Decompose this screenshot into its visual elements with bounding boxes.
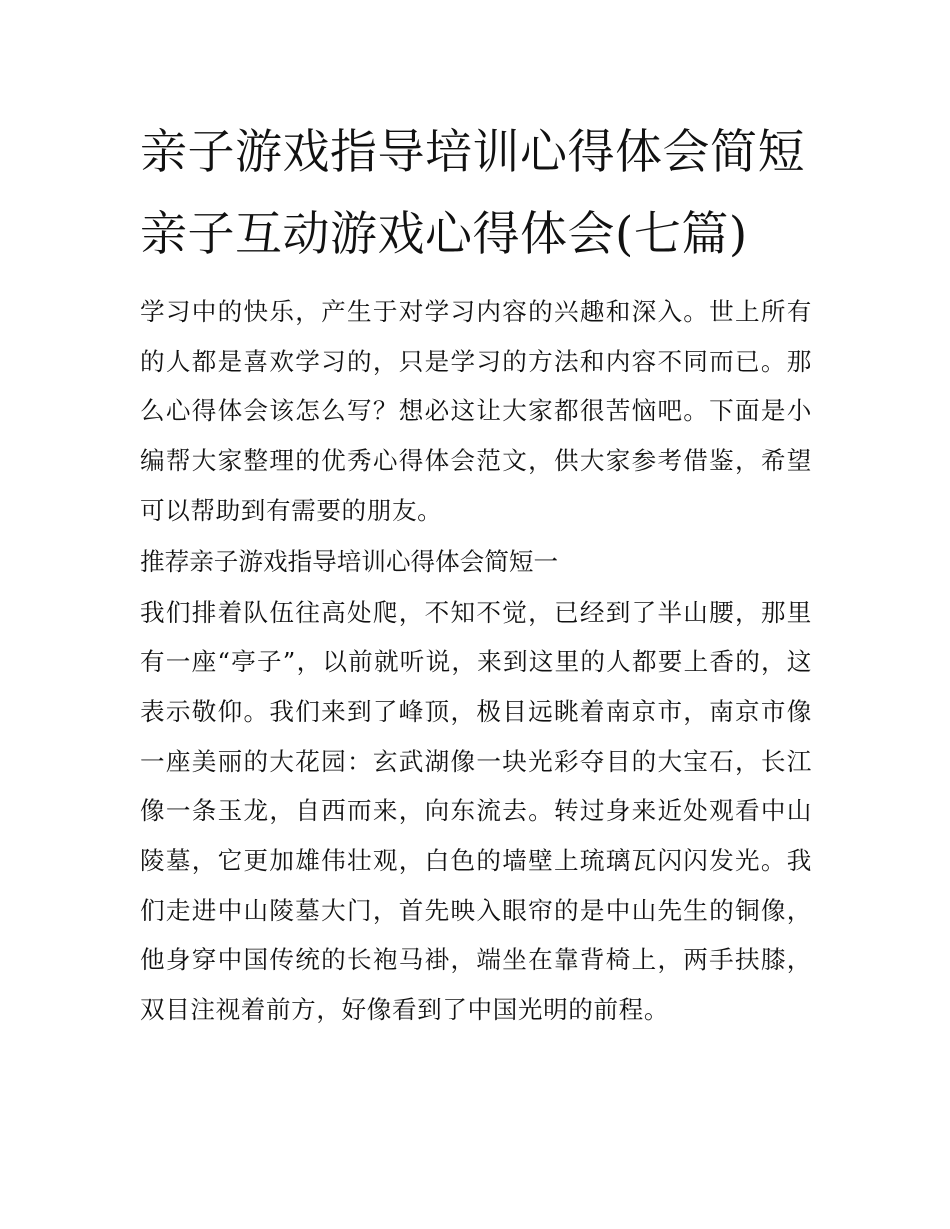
section-body-paragraph: 我们排着队伍往高处爬，不知不觉，已经到了半山腰，那里有一座“亭子”，以前就听说，来到这里的人都要上香的，这表示敬仰。我们来到了峰顶，极目远眺着南京市，南京市像一座美丽的大花园：玄武湖像一块光彩夺目的大宝石，长江像一条玉龙，自西而来，向东流去。转过身来近处观看中山陵墓，它更加雄伟壮观，白色的墙壁上琉璃瓦闪闪发光。我们走进中山陵墓大门，首先映入眼帘的是中山先生的铜像，他身穿中国传统的长袍马褂，端坐在靠背椅上，两手扶膝，双目注视着前方，好像看到了中国光明的前程。 [140,597,812,1025]
document-content [140,112,812,1035]
section-heading: 推荐亲子游戏指导培训心得体会简短一 [140,546,559,576]
intro-paragraph: 学习中的快乐，产生于对学习内容的兴趣和深入。世上所有的人都是喜欢学习的，只是学习的方法和内容不同而已。那么心得体会该怎么写？想必这让大家都很苦恼吧。下面是小编帮大家整理的优秀心得体会范文，供大家参考借鉴，希望可以帮助到有需要的朋友。 [140,297,812,525]
document-title: 亲子游戏指导培训心得体会简短 亲子互动游戏心得体会(七篇) [140,125,805,262]
